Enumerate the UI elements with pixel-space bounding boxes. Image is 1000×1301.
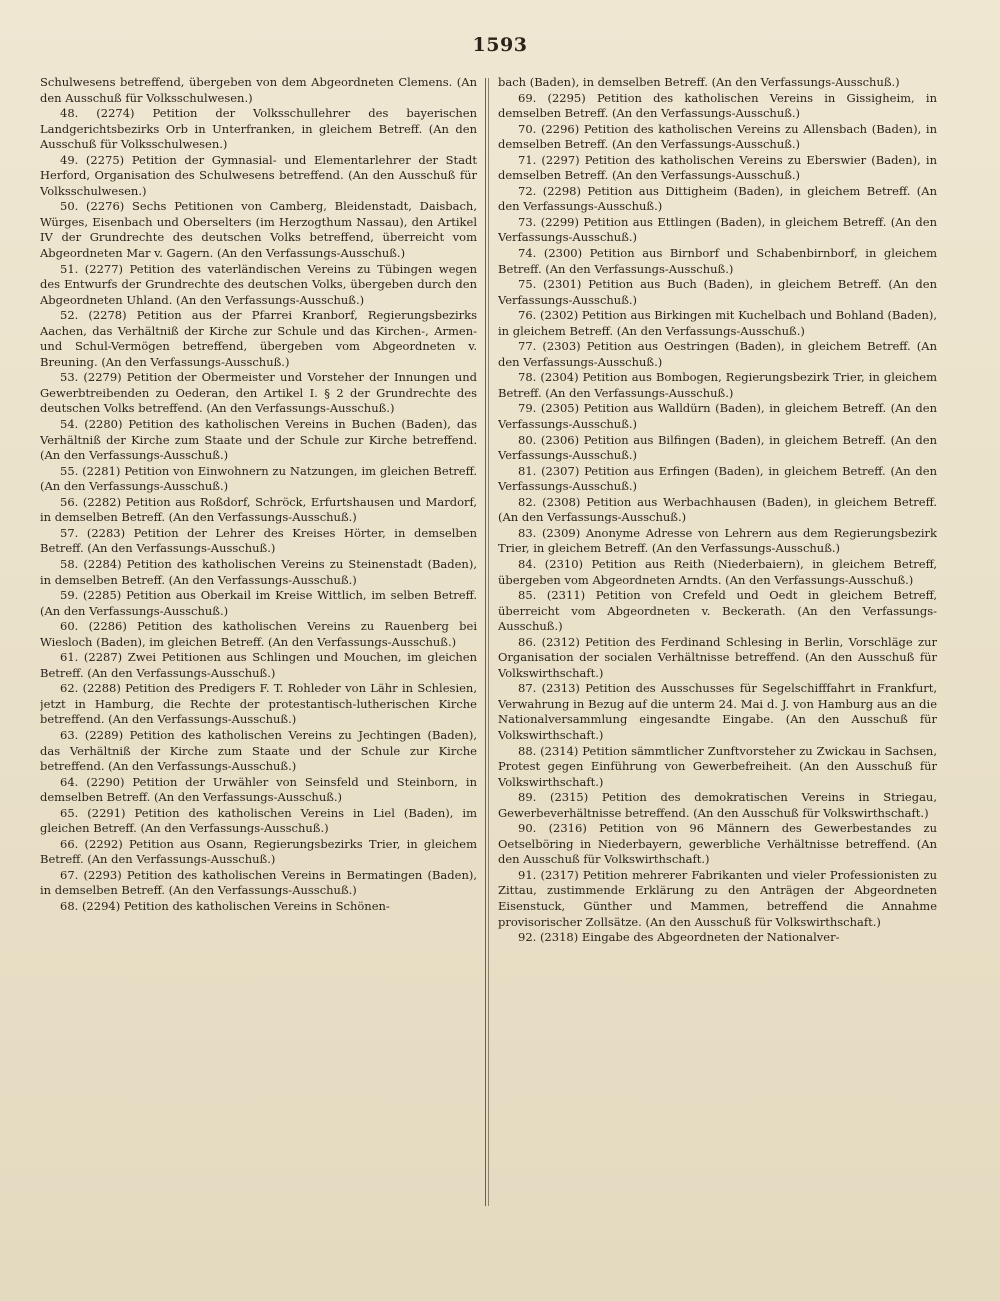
petition-entry: 80. (2306) Petition aus Bilfingen (Baden), in gleichem Betreff. (An den Verfassungs-Ausschuß.) (498, 432, 937, 463)
petition-entry: 56. (2282) Petition aus Roßdorf, Schröck, Erfurtshausen und Mardorf, in demselben Betreff. (An den Verfassungs-Ausschuß.) (40, 494, 477, 525)
petition-entry: 76. (2302) Petition aus Birkingen mit Kuchelbach und Bohland (Baden), in gleichem Betreff. (An den Verfassungs-Ausschuß.) (498, 308, 937, 338)
petition-entry: 67. (2293) Petition des katholischen Vereins in Bermatingen (Baden), in demselben Betreff. (An den Verfassungs-Ausschuß.) (40, 867, 477, 898)
petition-entry: 59. (2285) Petition aus Oberkail im Kreise Wittlich, im selben Betreff. (An den Verfassungs-Ausschuß.) (40, 588, 477, 618)
petition-entry: 57. (2283) Petition der Lehrer des Kreises Hörter, in demselben Betreff. (An den Verfassungs-Ausschuß.) (40, 525, 477, 556)
petition-entry: 84. (2310) Petition aus Reith (Niederbaiern), in gleichem Betreff, übergeben vom Abgeordneten Arndts. (An den Verfassungs-Ausschuß.) (498, 556, 937, 587)
petition-entry: 90. (2316) Petition von 96 Männern des Gewerbestandes zu Oetselböring in Niederbayern, gewerbliche Verhältnisse betreffend. (An den Ausschuß für Volkswirthschaft.) (498, 821, 937, 867)
petition-entry: 49. (2275) Petition der Gymnasial- und Elementarlehrer der Stadt Herford, Organisation des Schulwesens betreffend. (An den Ausschuß für Volksschulwesen.) (40, 152, 477, 198)
continued-entry: bach (Baden), in demselben Betreff. (An den Verfassungs-Ausschuß.) (498, 75, 900, 89)
petition-entry: 79. (2305) Petition aus Walldürn (Baden), in gleichem Betreff. (An den Verfassungs-Ausschuß.) (498, 401, 937, 432)
petition-entry: 81. (2307) Petition aus Erfingen (Baden), in gleichem Betreff. (An den Verfassungs-Ausschuß.) (498, 463, 937, 494)
petition-entry: 51. (2277) Petition des vaterländischen Vereins zu Tübingen wegen des Entwurfs der Grundrechte des deutschen Volks, übergeben durch den Abgeordneten Uhland. (An den Verfassungs-Ausschuß.) (40, 261, 477, 307)
petition-entry: 82. (2308) Petition aus Werbachhausen (Baden), in gleichem Betreff. (An den Verfassungs-Ausschuß.) (498, 494, 937, 525)
petition-entry: 85. (2311) Petition von Crefeld und Oedt in gleichem Betreff, überreicht vom Abgeordneten v. Beckerath. (An den Verfassungs-Ausschuß.) (498, 588, 937, 634)
petition-entry: 83. (2309) Anonyme Adresse von Lehrern aus dem Regierungsbezirk Trier, in gleichem Betreff. (An den Verfassungs-Ausschuß.) (498, 525, 937, 556)
petition-entry: 50. (2276) Sechs Petitionen von Camberg, Bleidenstadt, Daisbach, Würges, Eisenbach und Oberselters (im Herzogthum Nassau), den Artikel IV der Grundrechte des deutschen Volks betreffend, überreicht vom Abgeordneten Mar v. Gagern. (An den Verfassungs-Ausschuß.) (40, 199, 477, 261)
petition-entry: 63. (2289) Petition des katholischen Vereins zu Jechtingen (Baden), das Verhältniß der Kirche zum Staate und der Schule zur Kirche betreffend. (An den Verfassungs-Ausschuß.) (40, 727, 477, 774)
petition-entry: 69. (2295) Petition des katholischen Vereins in Gissigheim, in demselben Betreff. (An den Verfassungs-Ausschuß.) (498, 90, 937, 121)
petition-entry: 74. (2300) Petition aus Birnborf und Schabenbirnborf, in gleichem Betreff. (An den Verfassungs-Ausschuß.) (498, 246, 937, 276)
petition-entry: 60. (2286) Petition des katholischen Vereins zu Rauenberg bei Wiesloch (Baden), im gleichen Betreff. (An den Verfassungs-Ausschuß.) (40, 619, 477, 649)
petition-entry: 89. (2315) Petition des demokratischen Vereins in Striegau, Gewerbeverhältnisse betreffend. (An den Ausschuß für Volkswirthschaft.) (498, 790, 937, 820)
column-divider (485, 78, 486, 1206)
petition-entry: 61. (2287) Zwei Petitionen aus Schlingen und Mouchen, im gleichen Betreff. (An den Verfassungs-Ausschuß.) (40, 650, 477, 680)
continued-entry: Schulwesens betreffend, übergeben von dem Abgeordneten Clemens. (An den Ausschuß für Volksschulwesen.) (40, 75, 477, 105)
petition-entry: 71. (2297) Petition des katholischen Vereins zu Eberswier (Baden), in demselben Betreff. (An den Verfassungs-Ausschuß.) (498, 152, 937, 183)
petition-entry: 62. (2288) Petition des Predigers F. T. Rohleder von Lähr in Schlesien, jetzt in Hamburg, die Rechte der protestantisch-lutherischen Kirche betreffend. (An den Verfassungs-Ausschuß.) (40, 681, 477, 727)
petition-entry: 92. (2318) Eingabe des Abgeordneten der Nationalver- (518, 930, 840, 945)
petition-entry: 87. (2313) Petition des Ausschusses für Segelschifffahrt in Frankfurt, Verwahrung in Bezug auf die unterm 24. Mai d. J. von Hamburg aus an die Nationalversammlung eingesandte Eingabe. (An den Ausschuß für Volkswirthschaft.) (498, 681, 937, 742)
petition-entry: 70. (2296) Petition des katholischen Vereins zu Allensbach (Baden), in demselben Betreff. (An den Verfassungs-Ausschuß.) (498, 121, 937, 152)
petition-entry: 52. (2278) Petition aus der Pfarrei Kranborf, Regierungsbezirks Aachen, das Verhältniß der Kirche zur Schule und das Kirchen-, Armen- und Schul-Vermögen betreffend, übergeben vom Abgeordneten v. Breuning. (An den Verfassungs-Ausschuß.) (40, 308, 477, 369)
petition-entry: 73. (2299) Petition aus Ettlingen (Baden), in gleichem Betreff. (An den Verfassungs-Ausschuß.) (498, 214, 937, 245)
petition-entry: 54. (2280) Petition des katholischen Vereins in Buchen (Baden), das Verhältniß der Kirche zum Staate und der Schule zur Kirche betreffend. (An den Verfassungs-Ausschuß.) (40, 417, 477, 463)
petition-entry: 65. (2291) Petition des katholischen Vereins in Liel (Baden), im gleichen Betreff. (An den Verfassungs-Ausschuß.) (40, 805, 477, 836)
petition-entry: 88. (2314) Petition sämmtlicher Zunftvorsteher zu Zwickau in Sachsen, Protest gegen Einführung von Gewerbefreiheit. (An den Ausschuß für Volkswirthschaft.) (498, 743, 937, 789)
petition-entry: 48. (2274) Petition der Volksschullehrer des bayerischen Landgerichtsbezirks Orb in Unterfranken, in gleichem Betreff. (An den Ausschuß für Volksschulwesen.) (40, 106, 477, 152)
petition-entry: 86. (2312) Petition des Ferdinand Schlesing in Berlin, Vorschläge zur Organisation der socialen Verhältnisse betreffend. (An den Ausschuß für Volkswirthschaft.) (498, 634, 937, 680)
petition-entry: 72. (2298) Petition aus Dittigheim (Baden), in gleichem Betreff. (An den Verfassungs-Ausschuß.) (498, 183, 937, 214)
petition-entry: 78. (2304) Petition aus Bombogen, Regierungsbezirk Trier, in gleichem Betreff. (An den Verfassungs-Ausschuß.) (498, 370, 937, 400)
petition-entry: 75. (2301) Petition aus Buch (Baden), in gleichem Betreff. (An den Verfassungs-Ausschuß.) (498, 277, 937, 307)
petition-entry: 55. (2281) Petition von Einwohnern zu Natzungen, im gleichen Betreff. (An den Verfassungs-Ausschuß.) (40, 463, 477, 494)
left-column (40, 75, 477, 1215)
page-number: 1593 (472, 34, 528, 56)
petition-entry: 77. (2303) Petition aus Oestringen (Baden), in gleichem Betreff. (An den Verfassungs-Ausschuß.) (498, 339, 937, 369)
petition-entry: 53. (2279) Petition der Obermeister und Vorsteher der Innungen und Gewerbtreibenden zu Oederan, den Artikel I. § 2 der Grundrechte des deutschen Volks betreffend. (An den Verfassungs-Ausschuß.) (40, 370, 477, 416)
petition-entry: 66. (2292) Petition aus Osann, Regierungsbezirks Trier, in gleichem Betreff. (An den Verfassungs-Ausschuß.) (40, 836, 477, 867)
petition-entry: 68. (2294) Petition des katholischen Vereins in Schönen- (60, 898, 390, 913)
column-divider-inner (488, 78, 489, 1206)
petition-entry: 91. (2317) Petition mehrerer Fabrikanten und vieler Professionisten zu Zittau, zustimmende Erklärung zu den Anträgen der Abgeordneten Eisenstuck, Günther und Mammen, betreffend die Annahme provisorischer Zollsätze. (An den Ausschuß für Volkswirthschaft.) (498, 867, 937, 929)
right-column (498, 75, 937, 1205)
petition-entry: 64. (2290) Petition der Urwähler von Seinsfeld und Steinborn, in demselben Betreff. (An den Verfassungs-Ausschuß.) (40, 774, 477, 805)
petition-entry: 58. (2284) Petition des katholischen Vereins zu Steinenstadt (Baden), in demselben Betreff. (An den Verfassungs-Ausschuß.) (40, 556, 477, 587)
